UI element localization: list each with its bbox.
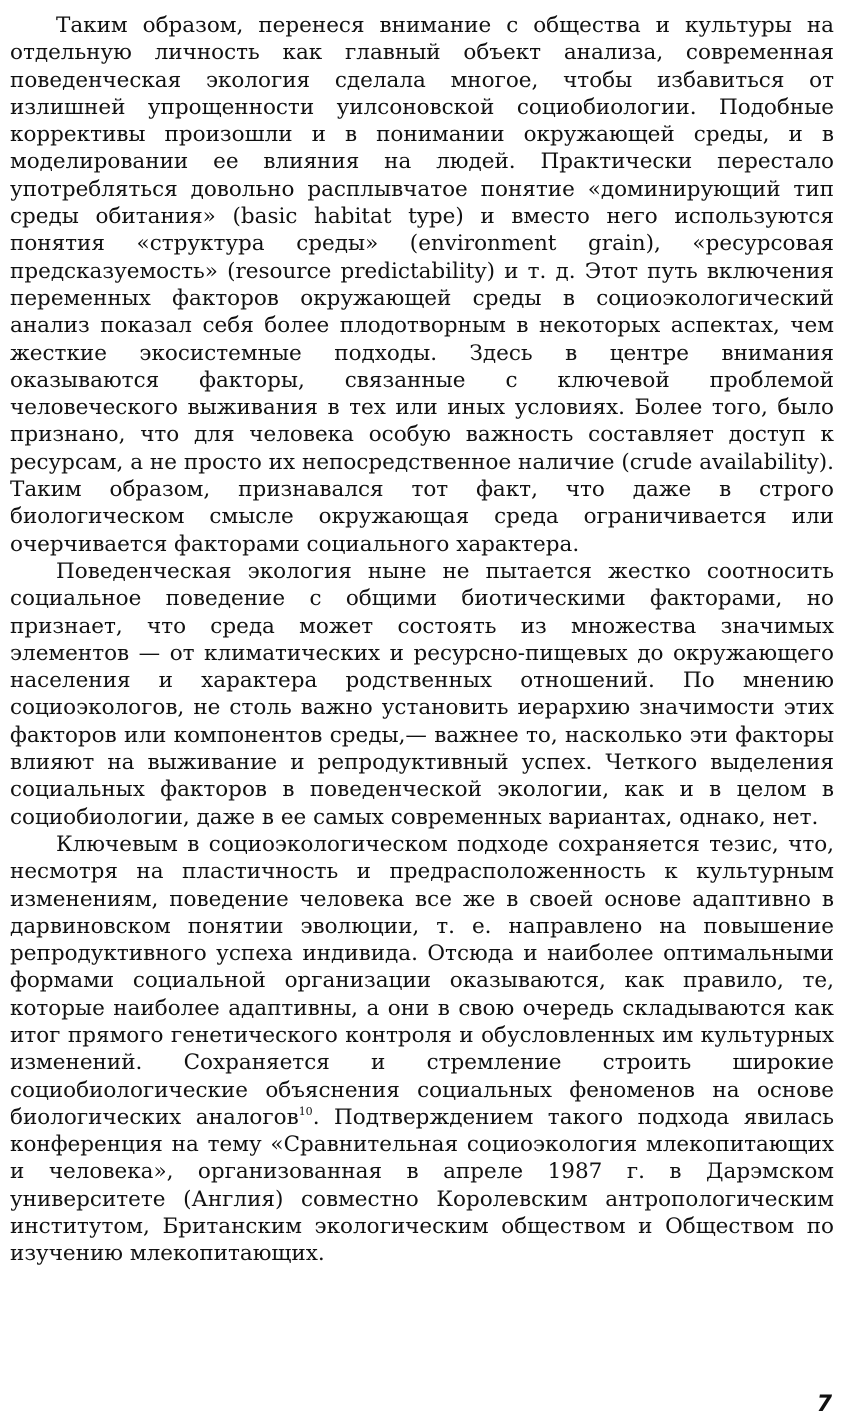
paragraph-text: . Подтверждением такого подхода явилась конференция на тему «Сравнительная социоэкология млекопитающих и человека», организованная в апреле 1987 г. в Дарэмском университете (Англия) совместно Королевским антропологическим институтом, Британским экологическим обществом и Обществом по изучению млекопитающих. [10,1104,834,1267]
document-page [10,12,834,1268]
paragraph-text: Ключевым в социоэкологическом подходе сохраняется тезис, что, несмотря на пластичность и предрасположенность к культурным изменениям, поведение человека все же в своей основе адаптивно в дарвиновском понятии эволюции, т. е. направлено на повышение репродуктивного успеха индивида. Отсюда и наиболее оптимальными формами социальной организации оказываются, как правило, те, которые наиболее адаптивны, а они в свою очередь складываются как итог прямого генетического контроля и обусловленных им культурных изменений. Сохраняется и стремление строить широкие социобиологические объяснения социальных феноменов на основе биологических аналогов [10,831,834,1130]
paragraph: Поведенческая экология ныне не пытается жестко соотносить социальное поведение с общими биотическими факторами, но признает, что среда может состоять из множества значимых элементов — от климатических и ресурсно-пищевых до окружающего населения и характера родственных отношений. По мнению социоэкологов, не столь важно установить иерархию значимости этих факторов или компонентов среды,— важнее то, насколько эти факторы влияют на выживание и репродуктивный успех. Четкого выделения социальных факторов в поведенческой экологии, как и в целом в социобиологии, даже в ее самых современных вариантах, однако, нет. [10,558,834,830]
page-number: 7 [816,1392,832,1417]
paragraph: Таким образом, перенеся внимание с общества и культуры на отдельную личность как главный объект анализа, современная поведенческая экология сделала многое, чтобы избавиться от излишней упрощенности уилсоновской социобиологии. Подобные коррективы произошли и в понимании окружающей среды, и в моделировании ее влияния на людей. Практически перестало употребляться довольно расплывчатое понятие «доминирующий тип среды обитания» (basic habitat type) и вместо него используются понятия «структура среды» (environment grain), «ресурсовая предсказуемость» (resource predictability) и т. д. Этот путь включения переменных факторов окружающей среды в социоэкологический анализ показал себя более плодотворным в некоторых аспектах, чем жесткие экосистемные подходы. Здесь в центре внимания оказываются факторы, связанные с ключевой проблемой человеческого выживания в тех или иных условиях. Более того, было признано, что для человека особую важность составляет доступ к ресурсам, а не просто их непосредственное наличие (crude availability). Таким образом, признавался тот факт, что даже в строго биологическом смысле окружающая среда ограничивается или очерчивается факторами социального характера. [10,13,834,557]
paragraph [10,831,834,1268]
footnote-reference[interactable]: 10 [298,1104,313,1118]
